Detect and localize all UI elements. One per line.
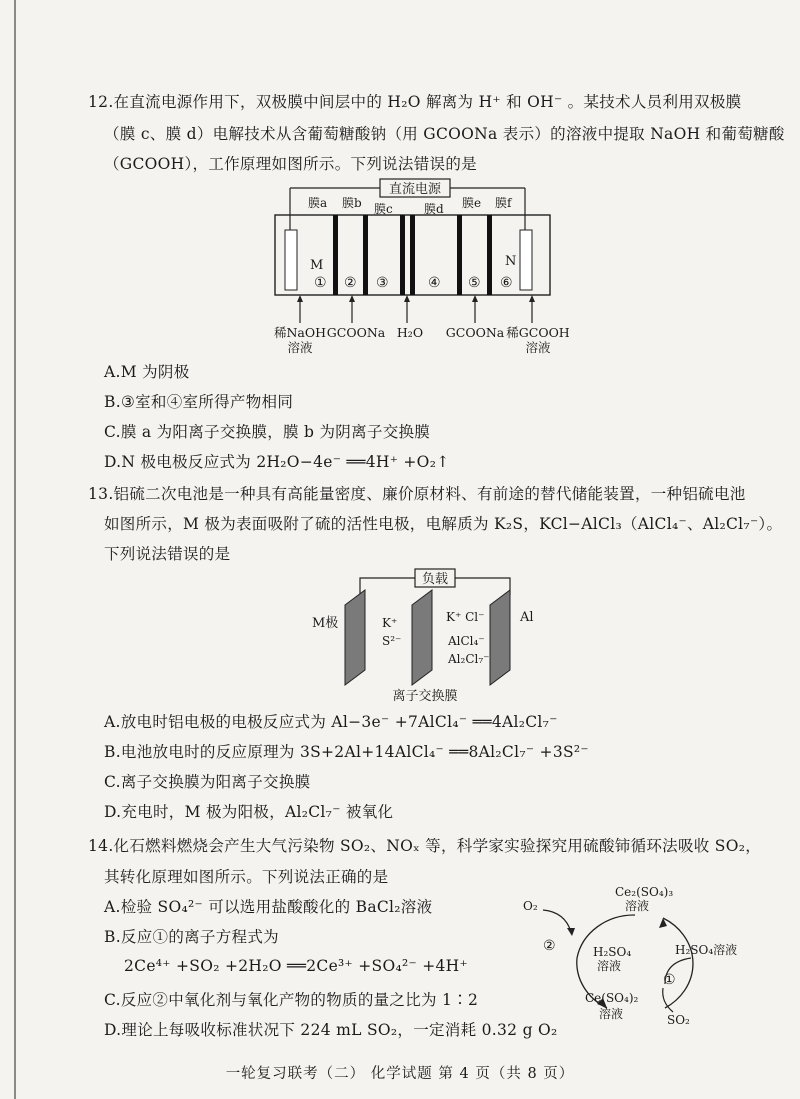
page-binding-line	[14, 0, 16, 1099]
electrode-al-label: Al	[520, 610, 534, 625]
right-ion-k-cl: K⁺ Cl⁻	[446, 610, 485, 624]
membrane-c	[400, 215, 405, 295]
membrane-f	[487, 215, 492, 295]
o2-arrow	[543, 910, 571, 932]
membrane-d	[410, 215, 415, 295]
q13-stem-line-2: 如图所示，M 极为表面吸附了硫的活性电极，电解质为 K₂S，KCl−AlCl₃（AlCl₄⁻、Al₂Cl₇⁻）。	[104, 515, 783, 533]
membrane-c-label: 膜c	[374, 202, 393, 216]
chamber-4: ④	[428, 275, 441, 291]
center-solution: 溶液	[597, 959, 622, 973]
input-dilute-naoh-solution: 溶液	[287, 340, 313, 355]
bottom-species: Ce(SO₄)₂	[585, 991, 639, 1005]
q13-option-a: A.放电时铝电极的电极反应式为 Al−3e⁻ +7AlCl₄⁻ ══4Al₂Cl₇⁻	[104, 713, 558, 731]
q14-option-d: D.理论上每吸收标准状况下 224 mL SO₂，一定消耗 0.32 g O₂	[104, 1021, 558, 1039]
load-label: 负载	[421, 572, 449, 587]
electrode-M-plate	[345, 590, 365, 685]
power-supply-label: 直流电源	[388, 182, 442, 197]
right-ion-al2cl7: Al₂Cl₇⁻	[448, 652, 490, 666]
membrane-e-label: 膜e	[462, 196, 482, 210]
input-gcoona-right: GCOONa	[445, 325, 505, 340]
q13-stem-line-3: 下列说法错误的是	[104, 545, 231, 563]
q14-option-c: C.反应②中氧化剂与氧化产物的物质的量之比为 1∶2	[104, 991, 479, 1009]
electrode-N	[520, 230, 532, 290]
q13-battery-diagram	[300, 565, 560, 705]
step-2-label: ②	[543, 938, 556, 954]
product-label: H₂SO₄溶液	[675, 943, 738, 957]
chamber-5: ⑤	[468, 275, 481, 291]
input-arrows	[300, 299, 532, 323]
cycle-arc-right	[663, 918, 693, 1008]
chamber-3: ③	[376, 275, 389, 291]
q14-cycle-diagram	[515, 880, 755, 1040]
bottom-solution: 溶液	[599, 1007, 624, 1021]
membrane-a-label: 膜a	[308, 196, 328, 210]
o2-arrowhead	[567, 928, 575, 936]
q12-option-c: C.膜 a 为阳离子交换膜，膜 b 为阴离子交换膜	[104, 423, 431, 441]
so2-label: SO₂	[667, 1013, 690, 1027]
o2-label: O₂	[523, 899, 538, 913]
membrane-f-label: 膜f	[495, 196, 512, 210]
membrane-e	[457, 215, 462, 295]
input-dilute-gcooh: 稀GCOOH	[506, 325, 570, 340]
electrode-M	[285, 230, 297, 290]
electrode-M-label: M	[310, 258, 324, 273]
q13-option-d: D.充电时，M 极为阳极，Al₂Cl₇⁻ 被氧化	[104, 803, 394, 821]
step-1-label: ①	[663, 972, 676, 988]
top-solution: 溶液	[625, 899, 650, 913]
right-ion-alcl4: AlCl₄⁻	[448, 634, 485, 648]
q13-option-b: B.电池放电时的反应原理为 3S+2Al+14AlCl₄⁻ ══8Al₂Cl₇⁻ +3S²⁻	[104, 743, 589, 761]
q12-option-a: A.M 为阴极	[104, 363, 190, 381]
membrane-b	[363, 215, 368, 295]
ion-exchange-membrane-plate	[412, 590, 432, 685]
electrode-N-label: N	[505, 254, 517, 269]
input-gcoona-left: GCOONa	[326, 325, 386, 340]
q12-electrolysis-diagram	[250, 175, 580, 355]
chamber-6: ⑥	[500, 275, 513, 291]
center-species: H₂SO₄	[593, 945, 632, 959]
membrane-b-label: 膜b	[342, 196, 362, 210]
left-ion-k: K⁺	[382, 616, 398, 630]
electrode-M-label: M极	[312, 616, 339, 631]
q14-stem-line-2: 其转化原理如图所示。下列说法正确的是	[104, 868, 389, 886]
q12-option-b: B.③室和④室所得产物相同	[104, 393, 294, 411]
chamber-2: ②	[344, 275, 357, 291]
q13-option-c: C.离子交换膜为阳离子交换膜	[104, 773, 311, 791]
load-wire-left	[360, 578, 415, 595]
top-species: Ce₂(SO₄)₃	[615, 885, 674, 899]
membrane-caption: 离子交换膜	[392, 689, 458, 704]
q12-option-d: D.N 极电极反应式为 2H₂O−4e⁻ ══4H⁺ +O₂↑	[104, 453, 450, 471]
membrane-a	[333, 215, 338, 295]
q12-stem-line-2: （膜 c、膜 d）电解技术从含葡萄糖酸钠（用 GCOONa 表示）的溶液中提取 NaOH 和葡萄糖酸	[104, 125, 785, 143]
input-dilute-gcooh-solution: 溶液	[525, 340, 551, 355]
input-arrowheads	[297, 295, 535, 302]
so2-arrow	[663, 988, 673, 1012]
q13-stem-line-1: 13.铝硫二次电池是一种具有高能量密度、廉价原材料、有前途的替代储能装置，一种铝硫电池	[88, 485, 746, 503]
q12-stem-line-1: 12.在直流电源作用下，双极膜中间层中的 H₂O 解离为 H⁺ 和 OH⁻ 。某技术人员利用双极膜	[88, 93, 742, 111]
load-wire-right	[455, 578, 510, 595]
membrane-d-label: 膜d	[424, 202, 444, 216]
q14-stem-line-1: 14.化石燃料燃烧会产生大气污染物 SO₂、NOₓ 等，科学家实验探究用硫酸铈循环法吸收 SO₂，	[88, 837, 762, 855]
input-water: H₂O	[396, 325, 424, 340]
q14-option-b-equation: 2Ce⁴⁺ +SO₂ +2H₂O ══2Ce³⁺ +SO₄²⁻ +4H⁺	[124, 957, 468, 975]
input-dilute-naoh: 稀NaOH	[273, 325, 327, 340]
chamber-1: ①	[314, 275, 327, 291]
left-ion-s: S²⁻	[382, 634, 402, 648]
q14-option-a: A.检验 SO₄²⁻ 可以选用盐酸酸化的 BaCl₂溶液	[104, 898, 433, 916]
page-footer: 一轮复习联考（二） 化学试题 第 4 页（共 8 页）	[225, 1066, 575, 1082]
q14-option-b: B.反应①的离子方程式为	[104, 928, 279, 946]
q12-stem-line-3: （GCOOH），工作原理如图所示。下列说法错误的是	[104, 155, 477, 173]
electrode-al-plate	[490, 590, 510, 685]
